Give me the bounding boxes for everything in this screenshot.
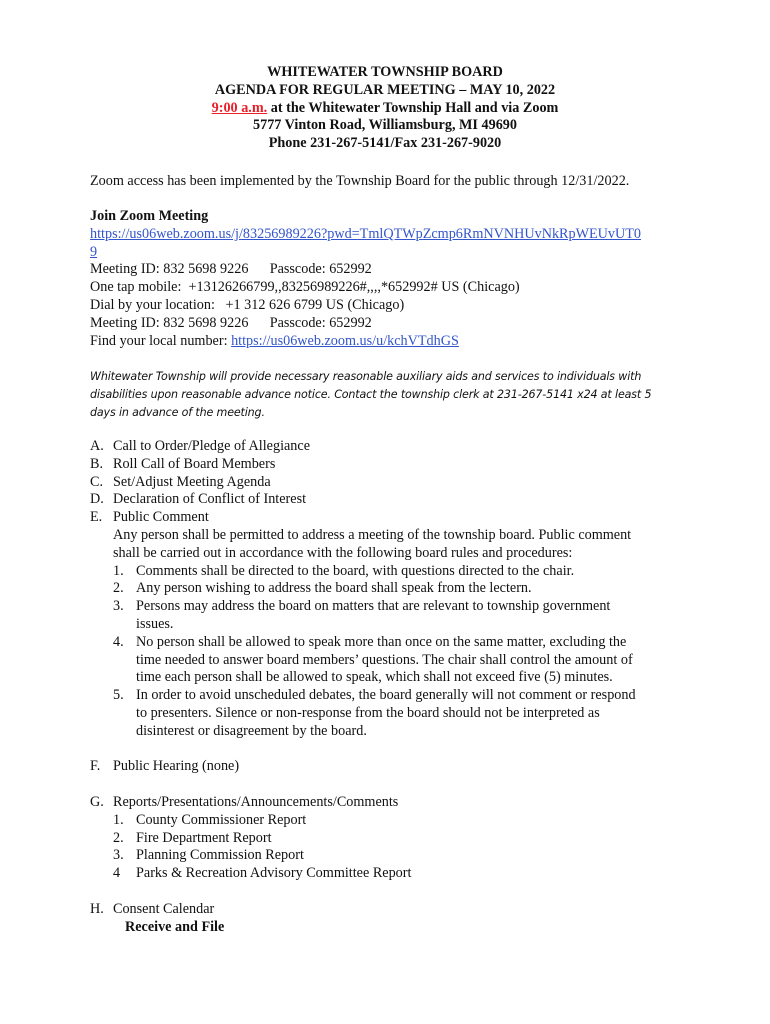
agenda-item-d <box>90 491 710 509</box>
rule-text: No person shall be allowed to speak more than once on the same matter, excluding the <box>136 633 627 650</box>
item-letter: H. <box>90 900 104 917</box>
meeting-location: at the Whitewater Township Hall and via Zoom <box>267 99 559 116</box>
report-text: Parks & Recreation Advisory Committee Report <box>136 865 412 882</box>
item-letter: A. <box>90 438 104 454</box>
item-text: Declaration of Conflict of Interest <box>113 491 307 508</box>
report-number: 1. <box>113 811 124 828</box>
report-number: 3. <box>113 847 124 864</box>
rule-5 <box>90 687 710 705</box>
agenda-item-a <box>90 438 710 456</box>
report-3 <box>90 847 710 865</box>
item-text: Call to Order/Pledge of Allegiance <box>113 438 310 454</box>
item-text: Public Comment <box>113 509 209 526</box>
address: 5777 Vinton Road, Williamsburg, MI 49690 <box>253 117 517 134</box>
rule-number: 3. <box>113 598 124 615</box>
rule-3 <box>90 598 710 616</box>
notice-line-1: Whitewater Township will provide necessary reasonable auxiliary aids and services to individuals with <box>90 370 642 383</box>
rule-number: 5. <box>113 687 124 704</box>
phone-fax: Phone 231-267-5141/Fax 231-267-9020 <box>268 135 502 152</box>
item-letter: C. <box>90 473 104 490</box>
notice-line-3: days in advance of the meeting. <box>90 405 265 419</box>
report-4 <box>90 865 710 883</box>
local-number-link[interactable]: https://us06web.zoom.us/u/kchVTdhGS <box>231 332 459 349</box>
rule-number: 1. <box>113 562 124 579</box>
agenda-title: AGENDA FOR REGULAR MEETING – MAY 10, 2022 <box>214 81 556 98</box>
rule-4 <box>90 634 710 652</box>
report-text: Planning Commission Report <box>136 847 304 864</box>
meeting-time: 9:00 a.m. <box>211 99 268 116</box>
zoom-link-line1[interactable]: https://us06web.zoom.us/j/83256989226?pwd=TmlQTWpZcmp6RmNVNHUvNkRpWEUvUT0 <box>90 225 642 242</box>
agenda-item-g <box>90 794 710 812</box>
public-comment-intro-2: shall be carried out in accordance with the following board rules and procedures: <box>113 544 573 561</box>
public-comment-intro-1: Any person shall be permitted to address a meeting of the township board. Public comment <box>113 526 632 543</box>
report-text: Fire Department Report <box>136 829 272 846</box>
zoom-section <box>90 208 690 350</box>
zoom-heading: Join Zoom Meeting <box>90 208 209 224</box>
item-text: Reports/Presentations/Announcements/Comments <box>113 793 399 810</box>
document-header <box>0 64 770 153</box>
item-letter: G. <box>90 793 104 810</box>
local-number-label: Find your local number: <box>90 332 232 349</box>
rule-text: Persons may address the board on matters that are relevant to township government <box>136 598 611 615</box>
one-tap-mobile: One tap mobile: +13126266799,,83256989226#,,,,*652992# US (Chicago) <box>90 279 520 296</box>
meeting-id-2: Meeting ID: 832 5698 9226 Passcode: 652992 <box>90 314 372 331</box>
meeting-time-line <box>0 100 770 118</box>
rule-2 <box>90 580 710 598</box>
rule-text: In order to avoid unscheduled debates, the board generally will not comment or respond <box>136 687 636 704</box>
board-title: WHITEWATER TOWNSHIP BOARD <box>267 64 503 80</box>
zoom-link-line2[interactable]: 9 <box>90 243 98 260</box>
item-text: Set/Adjust Meeting Agenda <box>113 473 271 490</box>
zoom-link[interactable] <box>90 226 690 262</box>
item-letter: F. <box>90 758 101 775</box>
report-2 <box>90 830 710 848</box>
rule-text: Any person wishing to address the board shall speak from the lectern. <box>136 580 532 597</box>
report-number: 4 <box>113 865 121 882</box>
rule-1 <box>90 563 710 581</box>
rule-text: Comments shall be directed to the board, with questions directed to the chair. <box>136 562 575 579</box>
agenda-item-h <box>90 901 710 919</box>
agenda-list <box>90 438 710 936</box>
report-number: 2. <box>113 829 124 846</box>
rule-number: 4. <box>113 633 124 650</box>
meeting-id-1: Meeting ID: 832 5698 9226 Passcode: 652992 <box>90 261 372 278</box>
agenda-item-e <box>90 509 710 527</box>
rule-3-cont: issues. <box>136 615 174 632</box>
rule-4-cont-2: time each person shall be allowed to speak, which shall not exceed five (5) minutes. <box>136 669 613 686</box>
agenda-item-c <box>90 474 710 492</box>
agenda-item-f <box>90 758 710 776</box>
item-text: Public Hearing (none) <box>113 758 240 775</box>
item-letter: B. <box>90 455 104 472</box>
rule-4-cont-1: time needed to answer board members’ questions. The chair shall control the amount of <box>136 651 633 668</box>
item-letter: D. <box>90 491 104 508</box>
zoom-note: Zoom access has been implemented by the Township Board for the public through 12/31/2022. <box>90 173 630 189</box>
notice-line-2: disabilities upon reasonable advance notice. Contact the township clerk at 231-267-5141 x24 at least 5 <box>90 387 652 401</box>
consent-subheading: Receive and File <box>125 918 225 935</box>
local-number-line <box>90 333 690 351</box>
rule-number: 2. <box>113 580 124 597</box>
rule-5-cont-2: disinterest or disagreement by the board. <box>136 722 367 739</box>
accessibility-notice <box>90 368 710 421</box>
report-1 <box>90 812 710 830</box>
report-text: County Commissioner Report <box>136 811 307 828</box>
item-letter: E. <box>90 509 103 526</box>
item-text: Consent Calendar <box>113 900 215 917</box>
agenda-item-b <box>90 456 710 474</box>
dial-by-location: Dial by your location: +1 312 626 6799 US (Chicago) <box>90 296 405 313</box>
rule-5-cont-1: to presenters. Silence or non-response from the board should not be interpreted as <box>136 704 600 721</box>
item-text: Roll Call of Board Members <box>113 455 276 472</box>
